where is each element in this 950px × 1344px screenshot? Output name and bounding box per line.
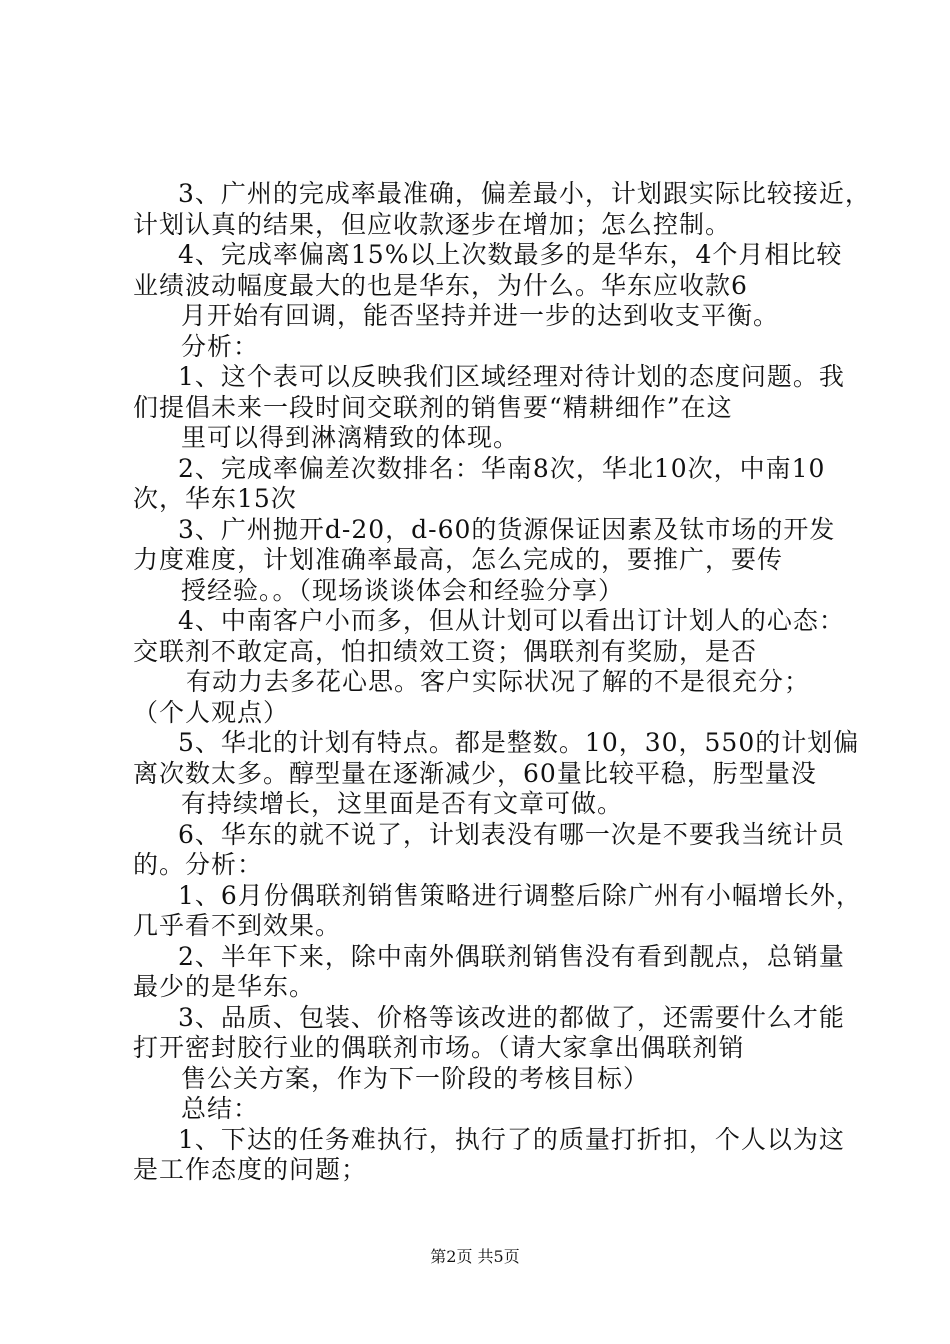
text-line: 计划认真的结果，但应收款逐步在增加；怎么控制。 <box>133 210 732 239</box>
text-line: 3、广州抛开d-20，d-60的货源保证因素及钛市场的开发 <box>178 515 836 544</box>
text-line: 总结： <box>181 1094 260 1123</box>
text-line: 交联剂不敢定高，怕扣绩效工资；偶联剂有奖励，是否 <box>133 637 758 666</box>
text-line: 们提倡未来一段时间交联剂的销售要“精耕细作”在这 <box>133 393 733 422</box>
text-line: 最少的是华东。 <box>133 972 316 1001</box>
text-line: 1、这个表可以反映我们区域经理对待计划的态度问题。我 <box>178 362 845 391</box>
text-line: 有动力去多花心思。客户实际状况了解的不是很充分； <box>186 667 811 696</box>
text-line: 有持续增长，这里面是否有文章可做。 <box>181 789 624 818</box>
text-line: 几乎看不到效果。 <box>133 911 342 940</box>
text-line: 2、完成率偏差次数排名：华南8次，华北10次，中南10 <box>178 454 826 483</box>
text-line: 里可以得到淋漓精致的体现。 <box>181 423 520 452</box>
text-line: 售公关方案，作为下一阶段的考核目标） <box>181 1064 650 1093</box>
text-line: （个人观点） <box>133 698 290 727</box>
text-line: 4、完成率偏离15%以上次数最多的是华东，4个月相比较 <box>178 240 843 269</box>
text-line: 1、6月份偶联剂销售策略进行调整后除广州有小幅增长外， <box>178 881 862 910</box>
text-line: 打开密封胶行业的偶联剂市场。（请大家拿出偶联剂销 <box>133 1033 745 1062</box>
text-line: 力度难度，计划准确率最高，怎么完成的，要推广，要传 <box>133 545 784 574</box>
text-line: 3、品质、包装、价格等该改进的都做了，还需要什么才能 <box>178 1003 845 1032</box>
text-line: 分析： <box>181 332 260 361</box>
text-line: 5、华北的计划有特点。都是整数。10，30，550的计划偏 <box>178 728 860 757</box>
text-line: 3、广州的完成率最准确，偏差最小，计划跟实际比较接近， <box>178 179 871 208</box>
text-line: 是工作态度的问题； <box>133 1155 368 1184</box>
text-line: 2、半年下来，除中南外偶联剂销售没有看到靓点，总销量 <box>178 942 845 971</box>
text-line: 1、下达的任务难执行，执行了的质量打折扣，个人以为这 <box>178 1125 845 1154</box>
text-line: 次，华东15次 <box>133 484 297 513</box>
text-line: 授经验。。（现场谈谈体会和经验分享） <box>181 576 625 605</box>
text-line: 业绩波动幅度最大的也是华东，为什么。华东应收款6 <box>133 271 748 300</box>
text-line: 6、华东的就不说了，计划表没有哪一次是不要我当统计员 <box>178 820 845 849</box>
page-footer: 第2页 共5页 <box>430 1247 520 1266</box>
text-line: 月开始有回调，能否坚持并进一步的达到收支平衡。 <box>181 301 780 330</box>
text-line: 的。分析： <box>133 850 264 879</box>
text-line: 4、中南客户小而多，但从计划可以看出订计划人的心态： <box>178 606 845 635</box>
text-line: 离次数太多。醇型量在逐渐减少，60量比较平稳，肟型量没 <box>133 759 817 788</box>
